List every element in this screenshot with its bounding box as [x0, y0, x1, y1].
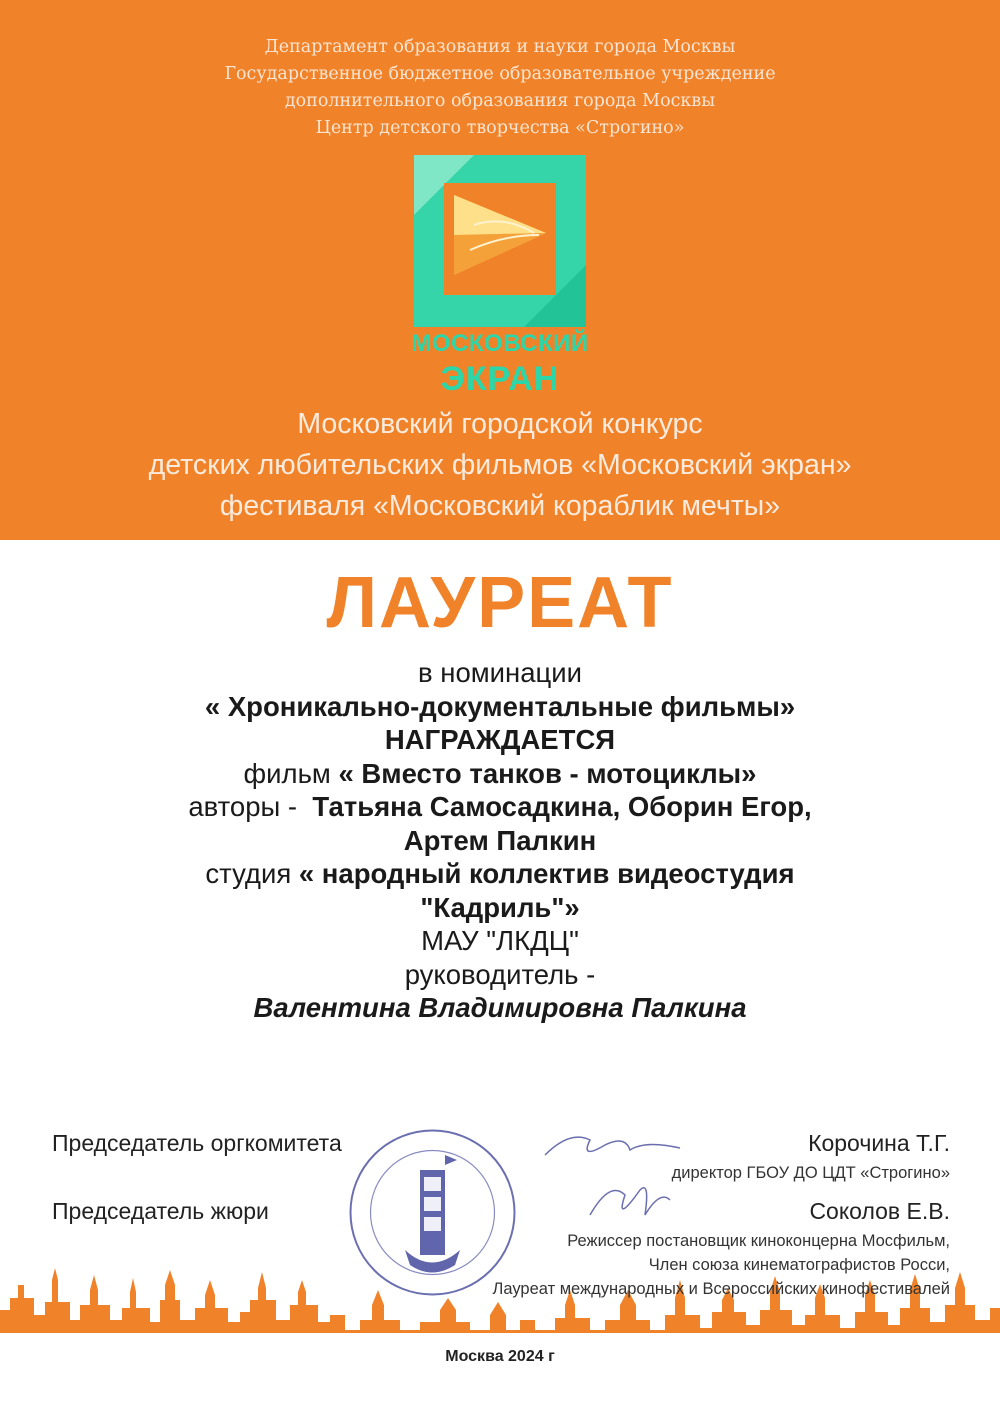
contest-title-block [0, 404, 1000, 527]
organization-line: Департамент образования и науки города Москвы [264, 37, 736, 57]
jury-chair-title-line: Режиссер постановщик киноконцерна Мосфильм, [567, 1232, 950, 1250]
jury-chair-title-line: Лауреат международных и Всероссийских кинофестивалей [492, 1280, 950, 1298]
committee-chair-label: Председатель оргкомитета [52, 1130, 342, 1156]
awarded-label: НАГРАЖДАЕТСЯ [384, 724, 616, 755]
contest-line: Московский городской конкурс [297, 408, 703, 440]
authors-names-continued: Артем Палкин [403, 824, 597, 856]
jury-chair-label: Председатель жюри [52, 1198, 269, 1224]
nomination-intro: в номинации [418, 657, 582, 688]
organization-block [0, 34, 1000, 142]
laureate-title: ЛАУРЕАТ [326, 563, 674, 643]
nomination-name: « Хроникально-документальные фильмы» [204, 690, 796, 722]
studio-label: студия [205, 858, 299, 889]
jury-chair-name: Соколов Е.В. [809, 1198, 950, 1224]
organization-line: Государственное бюджетное образовательное учреждение [224, 64, 776, 84]
city-year: Москва 2024 г [445, 1348, 555, 1365]
film-title: « Вместо танков - мотоциклы» [338, 757, 757, 789]
committee-chair-name: Корочина Т.Г. [808, 1130, 950, 1156]
film-line [0, 757, 1000, 791]
leader-label: руководитель - [404, 958, 596, 990]
jury-chair-title-line: Член союза кинематографистов Росси, [648, 1256, 950, 1274]
logo-text-bottom: ЭКРАН [440, 360, 560, 398]
jury-chair-titles [493, 1229, 950, 1301]
committee-chair-title: директор ГБОУ ДО ЦДТ «Строгино» [671, 1164, 950, 1182]
authors-line [0, 790, 1000, 824]
studio-name: « народный коллектив видеостудия [298, 858, 795, 889]
organization-line: дополнительного образования города Москвы [284, 91, 716, 111]
award-details [0, 656, 1000, 1025]
authors-label: авторы - [188, 791, 313, 822]
logo-text-top: МОСКОВСКИЙ [411, 330, 589, 357]
leader-name: Валентина Владимировна Палкина [253, 992, 747, 1023]
organization-name: МАУ "ЛКДЦ" [421, 925, 579, 956]
studio-name-continued: "Кадриль"» [420, 891, 580, 923]
film-label: фильм [243, 757, 339, 789]
authors-names: Татьяна Самосадкина, Оборин Егор, [312, 791, 812, 822]
studio-line [0, 857, 1000, 891]
contest-line: детских любительских фильмов «Московский экран» [148, 449, 852, 481]
header-banner [0, 0, 1000, 540]
moscow-screen-logo-icon [414, 155, 586, 327]
contest-line: фестиваля «Московский кораблик мечты» [219, 490, 781, 522]
organization-line: Центр детского творчества «Строгино» [315, 118, 685, 138]
